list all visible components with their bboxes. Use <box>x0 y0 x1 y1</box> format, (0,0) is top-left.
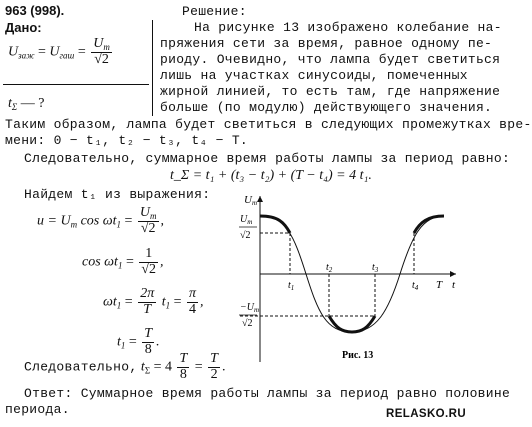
result-fraction-2 <box>208 352 220 382</box>
label-t4: $t_4$ <box>412 280 419 292</box>
solution-line-3: риоду. Очевидно, что лампа будет светиться <box>160 52 501 67</box>
eq1-fraction: $\frac{U_m}{√2}$ <box>139 205 157 236</box>
label-um-level: $U_m$ <box>240 214 253 226</box>
eq2-eq: = <box>125 254 134 270</box>
label-neg-sqrt2: √2 <box>242 318 253 329</box>
find-t: t <box>8 96 12 111</box>
equation-2: $\cos \omega t_1$ = $\frac{1}{√2}$ , <box>82 246 164 277</box>
label-t3: $t_3$ <box>372 262 379 274</box>
eq3-num2: π <box>189 286 197 301</box>
label-neg-um: $-U_m$ <box>240 302 260 314</box>
eq2-lhs: cos ωt <box>82 254 118 270</box>
given-label: Дано: <box>5 20 42 35</box>
find-rest: — ? <box>17 96 45 111</box>
given-divider <box>3 84 149 85</box>
eq1-num: U <box>139 205 151 220</box>
eq1-mid: cos ωt <box>80 213 117 229</box>
result-prefix: Следовательно, <box>24 359 138 375</box>
figure-caption: Рис. 13 <box>342 350 374 361</box>
result-eq2: = <box>194 359 203 375</box>
given-num-sub: m <box>103 42 110 52</box>
label-x-t: t <box>452 279 456 291</box>
intervals-line-2: мени: 0 − t₁, t₂ − t₃, t₄ − T. <box>5 133 249 148</box>
answer-line-2: периода. <box>5 402 70 417</box>
given-formula <box>8 37 114 67</box>
label-y-um: Um <box>244 194 258 207</box>
given-num: U <box>93 36 104 51</box>
label-t2: $t_2$ <box>326 262 333 274</box>
eq3-lhs: ωt <box>103 294 117 310</box>
eq3-fraction <box>138 287 156 317</box>
given-vertical-rule <box>152 20 153 116</box>
eq3-num: 2π <box>140 286 155 301</box>
solution-line-4: лишь на участках синусоиды, помеченных <box>160 68 468 83</box>
eq2-fraction <box>139 247 158 277</box>
given-sub2: гаш <box>59 50 75 61</box>
result-t: t <box>140 359 145 375</box>
given-sub1: заж <box>18 50 35 61</box>
eq2-num: 1 <box>139 247 158 263</box>
label-T: T <box>436 279 443 291</box>
find-label <box>8 97 44 111</box>
equation-3: $\omega t_1$ = $\frac{2\pi}{T}$ $t_1$ = $\frac{\pi}{4}$ , <box>103 286 204 317</box>
eq1-eq: = <box>124 213 133 229</box>
total-time-line: Следовательно, суммарное время работы лампы за период равно: <box>24 151 511 166</box>
result-line: Следовательно, $t_\Sigma = 4$ $\frac{T}{8}$ = $\frac{T}{2}$ . <box>24 351 226 382</box>
eq3-fraction-2 <box>187 287 198 317</box>
given-den: √2 <box>94 51 109 67</box>
intervals-line-1: Таким образом, лампа будет светиться в следующих промежутках вре- <box>5 117 532 132</box>
result-num: T <box>179 351 188 366</box>
bold-segment-1 <box>260 216 290 233</box>
eq4-lhs: t <box>117 334 121 350</box>
eq4-den: 8 <box>144 341 152 357</box>
solution-line-6: больше (по модулю) действующего значения. <box>160 100 493 115</box>
solution-title: Решение: <box>182 4 247 19</box>
bold-segment-2 <box>329 316 375 332</box>
solution-line-5: жирной линией, то есть там, где напряжение <box>160 84 501 99</box>
result-den2: 2 <box>210 366 218 382</box>
eq1-lhs: u = U <box>37 213 71 229</box>
answer-line-1: Ответ: Суммарное время работы лампы за период равно половине <box>24 386 511 401</box>
eq4-eq: = <box>128 334 137 350</box>
equation-4: $t_1$ = $\frac{T}{8}$ . <box>117 326 160 357</box>
eq3-eq: = <box>124 294 133 310</box>
given-u2: U <box>49 44 60 60</box>
eq2-den: √2 <box>141 261 157 277</box>
total-time-formula: t_Σ = t₁ + (t₃ − t₂) + (T − t₄) = 4 t₁. <box>170 168 372 183</box>
eq4-num: T <box>144 326 153 341</box>
solution-line-2: пряжения сети за время, равное одному пе- <box>160 36 493 51</box>
eq1-den: √2 <box>140 220 156 236</box>
given-eq1: = <box>38 44 46 60</box>
problem-number: 963 (998). <box>5 3 65 18</box>
result-den: 8 <box>179 366 187 382</box>
find-sub: Σ <box>11 102 18 112</box>
given-fraction <box>91 37 112 67</box>
watermark: RELASKO.RU <box>386 408 467 420</box>
equation-1: $u = U_m$ $\cos \omega t_1$ = $\frac{U_m}{√2}$ , <box>37 205 165 236</box>
solution-line-1: На рисунке 13 изображено колебание на- <box>194 20 502 35</box>
label-um-sqrt2: √2 <box>240 230 251 241</box>
result-eq: = 4 <box>153 359 172 375</box>
result-fraction <box>177 352 189 382</box>
eq3-den: T <box>143 301 152 317</box>
result-num2: T <box>210 351 218 366</box>
eq3-mid: t <box>161 294 166 310</box>
eq3-den2: 4 <box>189 301 196 317</box>
given-eq2: = <box>77 44 86 60</box>
find-t1-line: Найдем t₁ из выражения: <box>24 187 211 202</box>
label-t1: $t_1$ <box>288 280 295 292</box>
voltage-figure <box>226 192 464 370</box>
given-u1: U <box>8 44 19 60</box>
